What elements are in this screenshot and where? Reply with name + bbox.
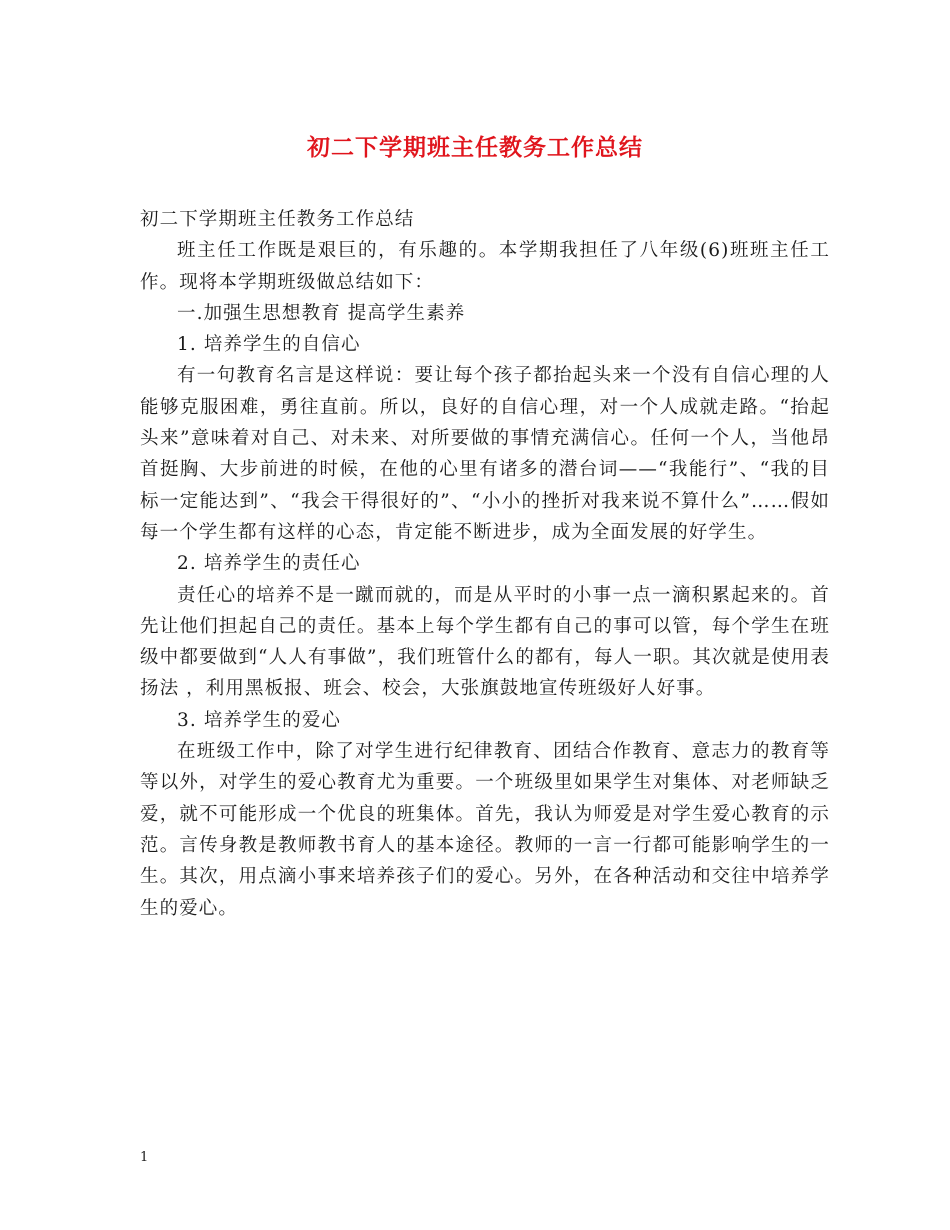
subsection-heading: 1. 培养学生的自信心 <box>177 334 361 356</box>
body-paragraph: 有一句教育名言是这样说：要让每个孩子都抬起头来一个没有自信心理的人能够克服困难，勇往直前。所以，良好的自信心理，对一个人成就走路。“抬起头来”意味着对自己、对未来、对所要做的事情充满信心。任何一个人，当他昂首挺胸、大步前进的时候，在他的心里有诸多的潜台词——“我能行”、“我的目标一定能达到”、“我会干得很好的”、“小小的挫折对我来说不算什么”……假如每一个学生都有这样的心态，肯定能不断进步，成为全面发展的好学生。 <box>140 365 830 543</box>
subtitle-paragraph: 初二下学期班主任教务工作总结 <box>140 209 415 230</box>
document-title: 初二下学期班主任教务工作总结 <box>307 135 643 161</box>
subsection-heading: 3. 培养学生的爱心 <box>177 709 342 731</box>
body-paragraph: 责任心的培养不是一蹴而就的，而是从平时的小事一点一滴积累起来的。首先让他们担起自己的责任。基本上每个学生都有自己的事可以管，每个学生在班级中都要做到“人人有事做”，我们班管什么的都有，每人一职。其次就是使用表扬法 ，利用黑板报、班会、校会，大张旗鼓地宣传班级好人好事。 <box>140 584 830 700</box>
page-number: 1 <box>140 1150 149 1165</box>
subsection-heading: 2. 培养学生的责任心 <box>177 553 361 575</box>
document-body <box>140 204 830 924</box>
body-paragraph: 在班级工作中，除了对学生进行纪律教育、团结合作教育、意志力的教育等等以外，对学生的爱心教育尤为重要。一个班级里如果学生对集体、对老师缺乏爱，就不可能形成一个优良的班集体。首先，我认为师爱是对学生爱心教育的示范。言传身教是教师教书育人的基本途径。教师的一言一行都可能影响学生的一生。其次，用点滴小事来培养孩子们的爱心。另外，在各种活动和交往中培养学生的爱心。 <box>140 741 830 919</box>
intro-paragraph: 班主任工作既是艰巨的，有乐趣的。本学期我担任了八年级(6)班班主任工作。现将本学期班级做总结如下： <box>140 240 830 293</box>
section-heading: 一.加强生思想教育 提高学生素养 <box>177 302 466 324</box>
